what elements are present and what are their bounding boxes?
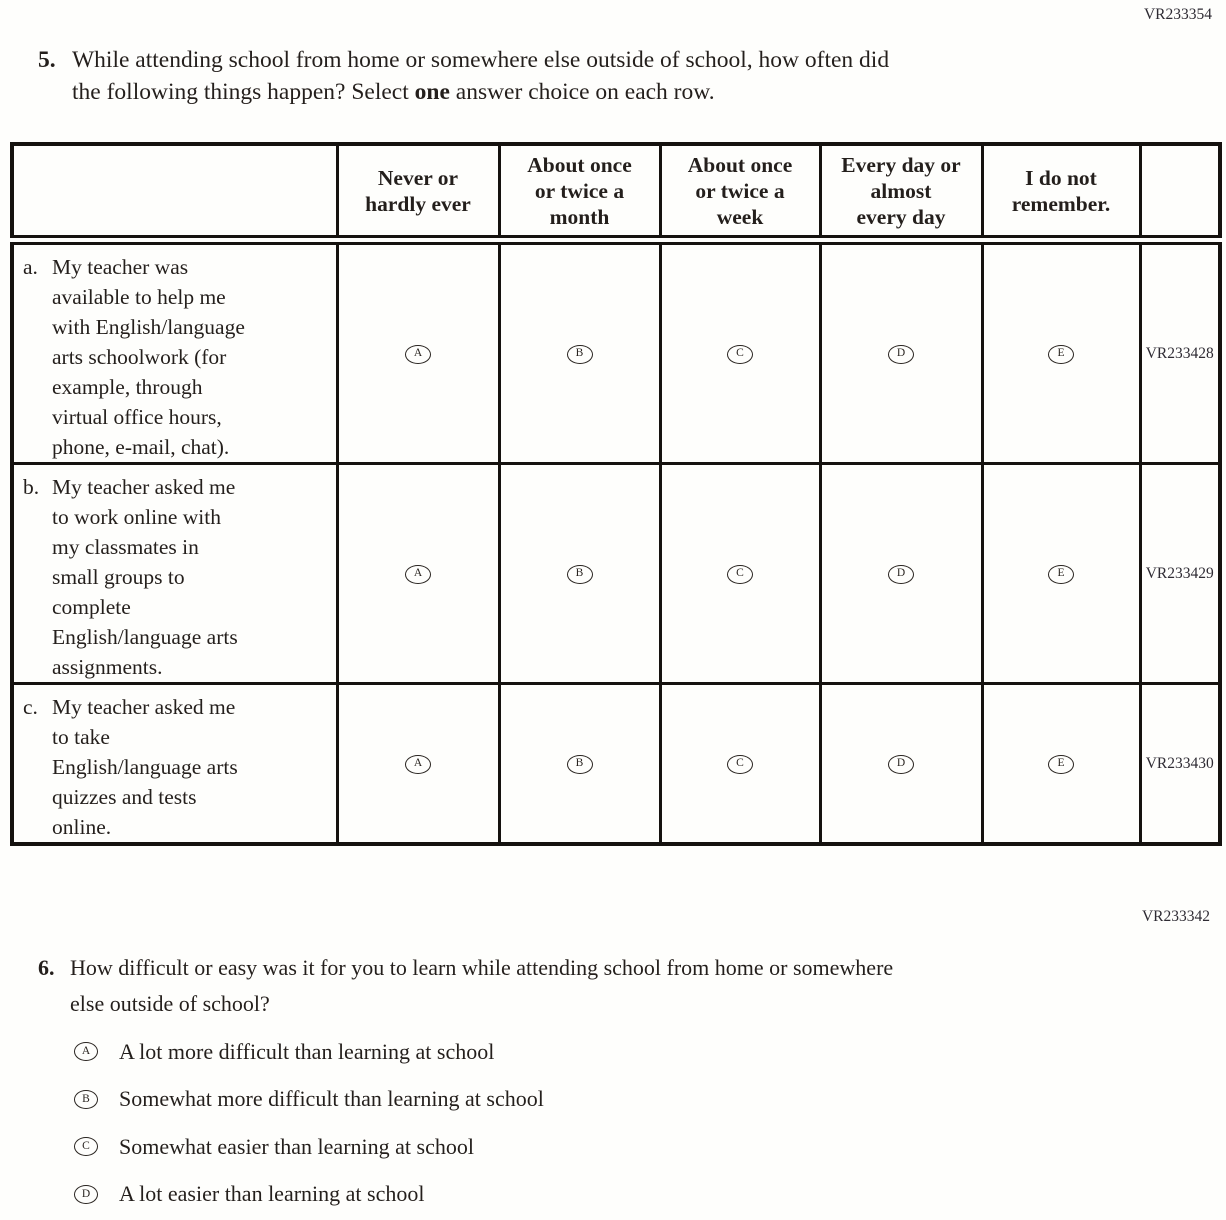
bubble-letter: E bbox=[1057, 347, 1065, 360]
bubble-letter: C bbox=[736, 567, 744, 580]
row-a-code: VR233428 bbox=[1140, 240, 1220, 464]
column-header-not-remember bbox=[982, 144, 1140, 240]
row-b-code: VR233429 bbox=[1140, 464, 1220, 684]
row-c-bubble-c[interactable] bbox=[727, 755, 753, 774]
bubble-letter: B bbox=[575, 347, 584, 360]
column-header-every-day bbox=[820, 144, 982, 240]
row-text-line: available to help me bbox=[52, 285, 226, 309]
question-5-line2-bold: one bbox=[414, 79, 450, 105]
q6-option-c-text: Somewhat easier than learning at school bbox=[119, 1133, 474, 1159]
q6-option-d-text: A lot easier than learning at school bbox=[119, 1181, 425, 1207]
row-b-bubble-b[interactable] bbox=[567, 565, 593, 584]
header-line: month bbox=[549, 204, 610, 229]
row-a-bubble-d[interactable] bbox=[888, 345, 914, 364]
bubble-letter: C bbox=[736, 757, 744, 770]
row-a-bubble-a[interactable] bbox=[405, 345, 431, 364]
table-row-b bbox=[12, 464, 1220, 684]
answer-cell bbox=[337, 464, 499, 684]
answer-cell bbox=[660, 240, 820, 464]
answer-cell bbox=[982, 684, 1140, 845]
bubble-letter: B bbox=[575, 757, 584, 770]
q6-option-b bbox=[74, 1076, 544, 1124]
question-5-line2-post: answer choice on each row. bbox=[449, 79, 715, 105]
header-row bbox=[12, 144, 1220, 240]
row-b-text bbox=[52, 472, 238, 682]
row-text-line: example, through bbox=[52, 375, 203, 399]
answer-cell bbox=[499, 684, 660, 845]
header-line: About once bbox=[527, 152, 632, 177]
page-code-middle: VR233342 bbox=[1141, 908, 1210, 925]
bubble-letter: B bbox=[82, 1092, 90, 1105]
header-line: almost bbox=[870, 178, 932, 203]
header-line: or twice a bbox=[534, 178, 625, 203]
page-code-top: VR233354 bbox=[1143, 6, 1212, 23]
answer-cell bbox=[820, 684, 982, 845]
header-line: About once bbox=[687, 152, 793, 177]
answer-cell bbox=[982, 464, 1140, 684]
row-text-line: quizzes and tests bbox=[52, 785, 197, 809]
row-a-statement bbox=[12, 240, 337, 464]
row-b-bubble-a[interactable] bbox=[405, 565, 431, 584]
stub-header-cell bbox=[12, 144, 337, 240]
row-text-line: complete bbox=[52, 595, 131, 619]
question-6-number: 6. bbox=[38, 955, 55, 980]
question-6 bbox=[38, 950, 893, 1022]
header-line: remember. bbox=[1011, 191, 1111, 216]
row-text-line: online. bbox=[52, 815, 112, 839]
bubble-letter: D bbox=[896, 567, 906, 580]
bubble-letter: A bbox=[413, 347, 423, 360]
row-c-bubble-b[interactable] bbox=[567, 755, 593, 774]
q6-option-b-text: Somewhat more difficult than learning at school bbox=[119, 1086, 544, 1112]
answer-cell bbox=[982, 240, 1140, 464]
q6-bubble-b[interactable] bbox=[74, 1090, 98, 1109]
header-line: week bbox=[716, 204, 764, 229]
row-c-bubble-d[interactable] bbox=[888, 755, 914, 774]
answer-cell bbox=[660, 684, 820, 845]
row-text-line: My teacher was bbox=[52, 255, 189, 279]
row-b-statement bbox=[12, 464, 337, 684]
answer-cell bbox=[337, 684, 499, 845]
question-6-text bbox=[70, 950, 893, 1022]
header-line: or twice a bbox=[695, 178, 785, 203]
answer-cell bbox=[499, 240, 660, 464]
row-text-line: with English/language bbox=[52, 315, 245, 339]
row-b-bubble-c[interactable] bbox=[727, 565, 753, 584]
q5-response-matrix bbox=[10, 142, 1222, 846]
row-text-line: English/language arts bbox=[52, 755, 238, 779]
row-text-line: virtual office hours, bbox=[52, 405, 222, 429]
header-line: hardly ever bbox=[365, 191, 471, 216]
row-c-text bbox=[52, 692, 238, 842]
answer-cell bbox=[820, 240, 982, 464]
question-5-line2 bbox=[72, 76, 889, 108]
row-b-letter: b. bbox=[23, 475, 40, 499]
row-c-statement bbox=[12, 684, 337, 845]
answer-cell bbox=[499, 464, 660, 684]
code-header-cell bbox=[1140, 144, 1220, 240]
question-5-number: 5. bbox=[38, 47, 56, 73]
row-a-text bbox=[52, 252, 245, 462]
question-5-line2-pre: the following things happen? Select bbox=[72, 79, 415, 105]
bubble-letter: C bbox=[82, 1140, 90, 1152]
q6-option-c bbox=[74, 1123, 544, 1171]
bubble-letter: A bbox=[81, 1045, 91, 1057]
bubble-letter: A bbox=[413, 567, 423, 580]
row-a-bubble-b[interactable] bbox=[567, 345, 593, 364]
q6-option-d bbox=[74, 1171, 544, 1219]
q6-option-a bbox=[74, 1028, 544, 1076]
row-c-bubble-a[interactable] bbox=[405, 755, 431, 774]
q6-option-a-text: A lot more difficult than learning at school bbox=[119, 1038, 495, 1064]
row-text-line: English/language arts bbox=[52, 625, 238, 649]
bubble-letter: E bbox=[1057, 567, 1065, 580]
bubble-letter: D bbox=[81, 1187, 91, 1200]
bubble-letter: A bbox=[413, 757, 423, 770]
row-b-bubble-d[interactable] bbox=[888, 565, 914, 584]
row-text-line: to work online with bbox=[52, 505, 221, 529]
question-6-options bbox=[74, 1028, 544, 1218]
q6-bubble-a[interactable] bbox=[74, 1042, 98, 1061]
row-text-line: assignments. bbox=[52, 655, 163, 679]
answer-cell bbox=[660, 464, 820, 684]
row-a-letter: a. bbox=[23, 255, 38, 279]
row-a-bubble-c[interactable] bbox=[727, 345, 753, 364]
header-line: I do not bbox=[1025, 165, 1097, 190]
row-text-line: to take bbox=[52, 725, 110, 749]
bubble-letter: D bbox=[896, 757, 906, 770]
row-text-line: small groups to bbox=[52, 565, 185, 589]
column-header-once-month bbox=[499, 144, 660, 240]
header-line: every day bbox=[856, 204, 946, 229]
row-text-line: my classmates in bbox=[52, 535, 199, 559]
question-6-line2: else outside of school? bbox=[70, 991, 270, 1016]
header-line: Never or bbox=[377, 165, 459, 190]
table-row-c bbox=[12, 684, 1220, 845]
table-row-a bbox=[12, 240, 1220, 464]
q6-bubble-d[interactable] bbox=[74, 1185, 98, 1204]
row-c-letter: c. bbox=[23, 695, 38, 719]
column-header-once-week bbox=[660, 144, 820, 240]
q6-bubble-c[interactable] bbox=[74, 1137, 98, 1156]
header-line: Every day or bbox=[841, 152, 961, 177]
bubble-letter: C bbox=[736, 347, 744, 360]
row-c-code: VR233430 bbox=[1140, 684, 1220, 845]
question-5-line1: While attending school from home or somewhere else outside of school, how often did bbox=[72, 47, 890, 73]
bubble-letter: E bbox=[1057, 757, 1065, 770]
column-header-never bbox=[337, 144, 499, 240]
answer-cell bbox=[820, 464, 982, 684]
bubble-letter: B bbox=[575, 567, 584, 580]
bubble-letter: D bbox=[896, 347, 906, 360]
row-text-line: phone, e-mail, chat). bbox=[52, 435, 230, 459]
row-text-line: arts schoolwork (for bbox=[52, 345, 227, 369]
question-6-line1: How difficult or easy was it for you to learn while attending school from home or somewhere bbox=[70, 955, 894, 980]
question-5-text bbox=[72, 44, 889, 108]
row-c-bubble-e[interactable] bbox=[1048, 755, 1074, 774]
row-text-line: My teacher asked me bbox=[52, 475, 236, 499]
row-a-bubble-e[interactable] bbox=[1048, 345, 1074, 364]
answer-cell bbox=[337, 240, 499, 464]
row-text-line: My teacher asked me bbox=[52, 695, 236, 719]
question-5 bbox=[38, 44, 889, 108]
row-b-bubble-e[interactable] bbox=[1048, 565, 1074, 584]
